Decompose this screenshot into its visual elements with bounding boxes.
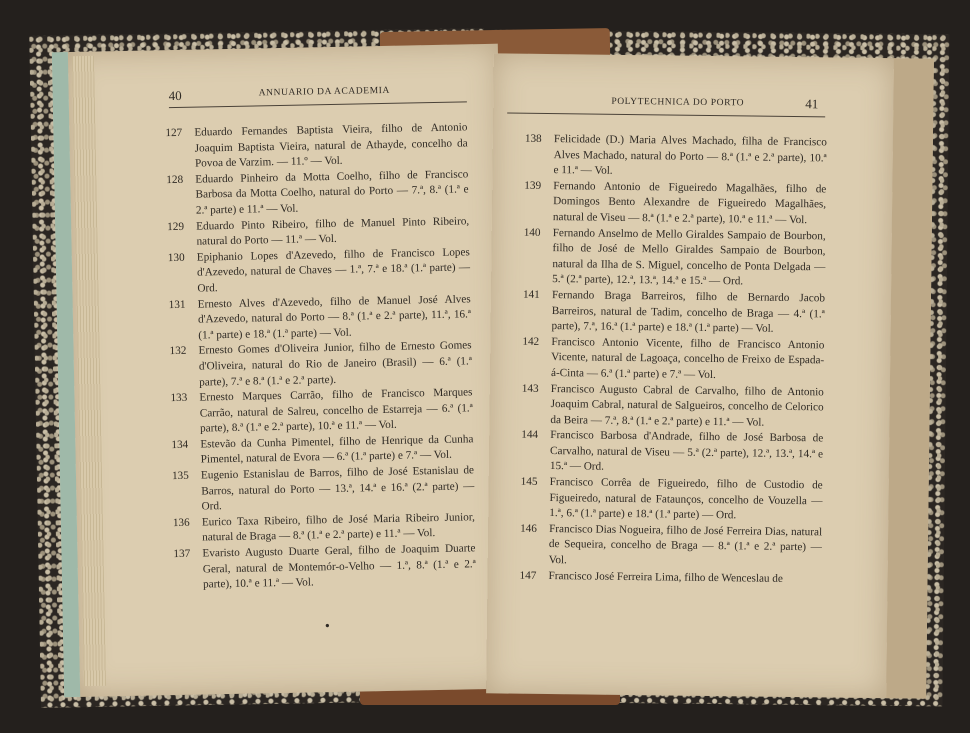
entry-text: Eugenio Estanislau de Barros, filho de José Estanislau de Barros, natural do Porto — 13.ª, 14.ª e 16.ª (2.ª parte) — Ord. <box>200 464 475 513</box>
list-item <box>166 167 469 220</box>
entry-text: Ernesto Marques Carrão, filho de Francisco Marques Carrão, natural de Salreu, concelho de Estarreja — 6.ª (1.ª parte), 8.ª (1.ª e 2.ª parte), 10.ª e 11.ª — Vol. <box>199 386 473 435</box>
entry-text: Francisco Dias Nogueira, filho de José Ferreira Dias, natural de Sequeira, concelho de Braga — 8.ª (1.ª e 2.ª parte) — Vol. <box>548 522 823 567</box>
list-item <box>165 120 468 173</box>
entry-number: 128 <box>166 173 184 186</box>
entry-text: Epiphanio Lopes d'Azevedo, filho de Francisco Lopes d'Azevedo, natural de Chaves — 1.ª, 7.ª e 18.ª (1.ª parte) — Ord. <box>196 246 471 295</box>
entry-number: 147 <box>519 569 537 582</box>
entry-text: Ernesto Alves d'Azevedo, filho de Manuel José Alves d'Azevedo, natural do Porto — 8.ª (1.ª e 2.ª parte), 11.ª, 16.ª (1.ª parte) e 18.ª (1.ª parte) — Vol. <box>197 292 472 342</box>
entry-number: 141 <box>522 288 540 301</box>
entry-number: 132 <box>169 345 187 358</box>
list-item <box>169 339 472 392</box>
entry-text: Francisco Augusto Cabral de Carvalho, filho de Antonio Joaquim Cabral, natural de Salgueiros, concelho de Celorico da Beira — 7.ª, 8.ª (1.ª e 2.ª parte) e 11.ª — Vol. <box>550 382 824 429</box>
entry-text: Fernando Antonio de Figueiredo Magalhães, filho de Domingos Bento Alexandre de Figueiredo Magalhães, natural de Viseu — 8.ª (1.ª e 2.ª parte), 10.ª e 11.ª — Vol. <box>552 179 827 227</box>
running-title: POLYTECHNICA DO PORTO <box>611 96 745 109</box>
list-item <box>520 522 823 572</box>
entry-number: 133 <box>170 391 188 405</box>
header-rule <box>507 113 825 118</box>
entry-number: 145 <box>520 475 538 488</box>
header-rule <box>169 101 467 108</box>
entry-number: 144 <box>521 428 539 442</box>
right-page <box>486 53 934 698</box>
entry-number: 140 <box>523 226 541 239</box>
entry-number: 136 <box>172 516 190 529</box>
entry-text: Evaristo Augusto Duarte Geral, filho de Joaquim Duarte Geral, natural de Montemór-o-Velho — 1.ª, 8.ª (1.ª e 2.ª parte), 10.ª e 11.ª — Vol. <box>202 542 476 591</box>
entry-number: 127 <box>165 126 183 140</box>
page-number: 41 <box>805 96 819 112</box>
list-item <box>520 475 823 525</box>
entry-number: 146 <box>520 522 537 535</box>
entry-text: Francisco Antonio Vicente, filho de Francisco Antonio Vicente, natural de Lagoaça, concelho de Freixo de Espada-á-Cinta — 6.ª (1.ª parte) e 7.ª — Vol. <box>550 335 825 381</box>
running-title: ANNUARIO DA ACADEMIA <box>258 85 391 99</box>
entry-number: 129 <box>167 220 185 233</box>
list-item <box>523 225 826 291</box>
entry-text: Felicidade (D.) Maria Alves Machado, filha de Francisco Alves Machado, natural do Porto — 8.ª (1.ª e 2.ª parte), 10.ª e 11.ª — Vol. <box>553 133 827 177</box>
entry-number: 134 <box>171 438 189 451</box>
entry-number: 138 <box>524 132 542 145</box>
entry-text: Estevão da Cunha Pimentel, filho de Henrique da Cunha Pimentel, natural de Evora — 6.ª (1.ª parte) e 7.ª — Vol. <box>200 433 474 467</box>
entry-number: 137 <box>173 547 191 561</box>
entry-number: 143 <box>521 382 539 395</box>
list-item <box>522 334 825 384</box>
left-page <box>52 44 510 697</box>
entry-list <box>519 132 827 588</box>
entry-number: 130 <box>167 251 185 264</box>
list-item <box>172 463 475 516</box>
list-item <box>521 381 824 431</box>
list-item <box>524 178 827 228</box>
entry-text: Francisco Corrêa de Figueiredo, filho de Custodio de Figueiredo, natural de Fataunços, concelho de Vouzella — 1.ª, 6.ª (1.ª parte) e 18.ª (1.ª parte) — Ord. <box>549 476 823 522</box>
entry-number: 131 <box>168 298 186 311</box>
list-item <box>173 541 476 594</box>
entry-text: Fernando Anselmo de Mello Giraldes Sampaio de Bourbon, filho de José de Mello Giraldes Sampaio de Bourbon, natural da Ilha de S. Miguel, concelho de Ponta Delgada — 5.ª (2.ª parte), 12.ª, 13.ª, 14.ª e 15.ª — Ord. <box>552 226 826 288</box>
page-number: 40 <box>168 87 182 104</box>
list-item <box>519 568 821 587</box>
footer-mark: • <box>324 619 330 635</box>
entry-list <box>165 120 476 594</box>
entry-text: Eduardo Pinto Ribeiro, filho de Manuel Pinto Ribeiro, natural do Porto — 11.ª — Vol. <box>196 214 470 248</box>
entry-text: Fernando Braga Barreiros, filho de Bernardo Jacob Barreiros, natural de Tadim, concelho de Braga — 4.ª (1.ª parte), 7.ª, 16.ª (1.ª parte) e 18.ª (1.ª parte) — Vol. <box>551 289 826 335</box>
list-item <box>170 385 473 438</box>
entry-number: 139 <box>524 179 542 192</box>
list-item <box>168 245 471 298</box>
entry-number: 135 <box>171 469 189 483</box>
entry-text: Francisco Barbosa d'Andrade, filho de José Barbosa de Carvalho, natural de Viseu — 5.ª (2.ª parte), 12.ª, 13.ª, 14.ª e 15.ª — Ord. <box>549 429 824 474</box>
list-item <box>522 288 825 338</box>
entry-text: Ernesto Gomes d'Oliveira Junior, filho de Ernesto Gomes d'Oliveira, natural do Rio de Janeiro (Brasil) — 6.ª (1.ª parte), 7.ª e 8.ª (1.ª e 2.ª parte). <box>198 339 472 389</box>
list-item <box>169 292 472 345</box>
entry-text: Eduardo Fernandes Baptista Vieira, filho de Antonio Joaquim Baptista Vieira, natural de Athayde, concelho da Povoa de Varzim. — 11.º — Vol. <box>194 121 468 170</box>
entry-text: Eduardo Pinheiro da Motta Coelho, filho de Francisco Barbosa da Motta Coelho, natural do Porto — 7.ª, 8.ª (1.ª e 2.ª parte) e 11.ª — Vol. <box>195 168 469 217</box>
list-item <box>521 428 824 478</box>
list-item <box>524 132 827 182</box>
entry-number: 142 <box>522 335 540 348</box>
entry-text: Francisco José Ferreira Lima, filho de Wenceslau de <box>548 569 783 585</box>
entry-text: Eurico Taxa Ribeiro, filho de José Maria Ribeiro Junior, natural de Braga — 8.ª (1.ª e 2.ª parte) e 11.ª — Vol. <box>201 511 475 544</box>
